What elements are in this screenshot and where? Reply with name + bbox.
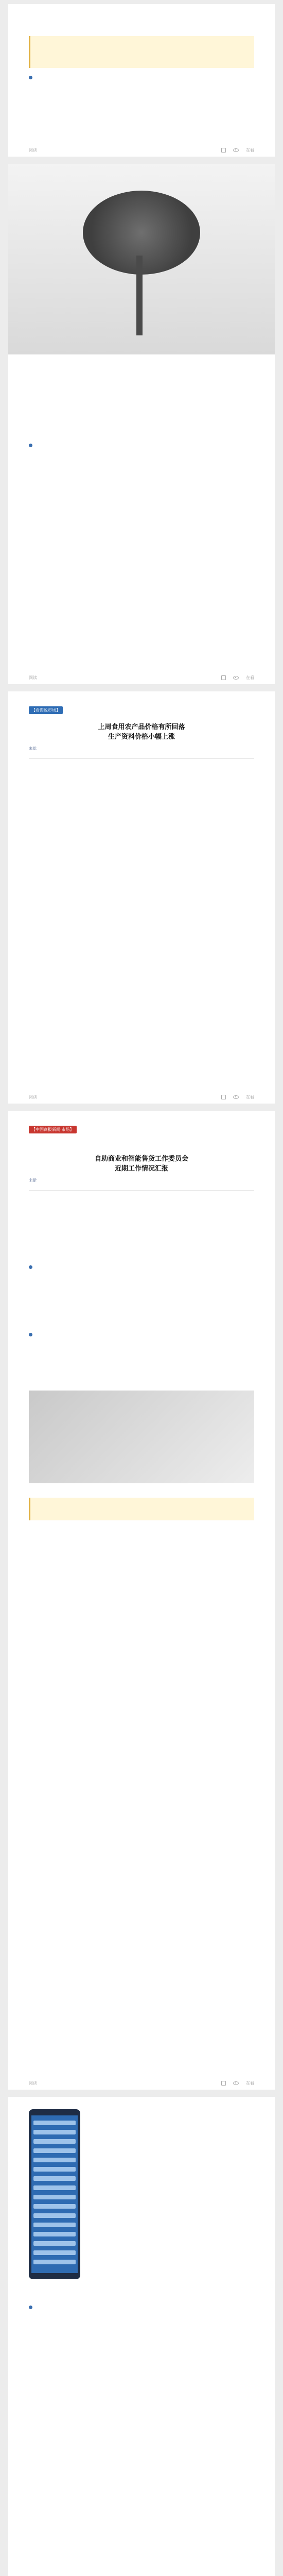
- paragraph: [29, 1572, 119, 1578]
- paragraph: [29, 1275, 254, 1281]
- article-footer: [8, 1090, 275, 1104]
- paragraph: [29, 431, 119, 437]
- paragraph: [29, 1538, 254, 1544]
- paragraph: [29, 408, 254, 414]
- paragraph: [29, 1207, 254, 1213]
- highlight-box: [29, 1498, 254, 1520]
- paragraph: [29, 1527, 254, 1533]
- article-title: 自助商业和智能售货工作委员会: [94, 1155, 188, 1163]
- paragraph: [29, 130, 254, 137]
- section-heading: [29, 2304, 254, 2311]
- paragraph: [29, 374, 254, 380]
- paragraph: [29, 889, 119, 895]
- paragraph: [29, 385, 254, 392]
- paragraph: [29, 363, 254, 369]
- article-card-2: [8, 164, 275, 684]
- paragraph: [29, 1549, 254, 1555]
- paragraph: [29, 1365, 254, 1371]
- paragraph: [29, 1353, 254, 1360]
- paragraph: [29, 544, 119, 550]
- photo: [29, 1391, 254, 1483]
- paragraph: [29, 532, 254, 538]
- paragraph: [29, 2337, 254, 2344]
- article-title: 近期工作情况汇报: [114, 1165, 168, 1173]
- divider: [29, 758, 254, 759]
- paragraph: [29, 1376, 119, 1382]
- thumb-icon[interactable]: [221, 675, 226, 680]
- article-card-5: [8, 2097, 275, 2576]
- paragraph: [29, 809, 254, 816]
- paragraph: [29, 866, 254, 872]
- bullet-icon: [29, 1333, 32, 1336]
- eye-icon[interactable]: [233, 148, 239, 152]
- paragraph: [29, 464, 254, 470]
- eye-icon[interactable]: [233, 676, 239, 680]
- paragraph: [87, 2130, 254, 2136]
- article-title: 上周食用农产品价格有所回落: [98, 723, 185, 731]
- paragraph: [29, 85, 254, 91]
- highlight-box: [29, 36, 254, 68]
- paragraph: [87, 2198, 154, 2204]
- cover-image: [8, 164, 275, 354]
- read-label: 阅读: [29, 1094, 37, 1099]
- article-footer: [8, 143, 275, 157]
- read-label: 阅读: [29, 147, 37, 152]
- highlight-line: [33, 57, 251, 63]
- paragraph: [29, 119, 254, 125]
- paragraph: [29, 877, 254, 884]
- figure-caption: [29, 1486, 254, 1493]
- article-card-4: [8, 1111, 275, 2090]
- paragraph: [29, 453, 254, 459]
- paragraph: [29, 1309, 254, 1315]
- paragraph: [29, 1218, 254, 1225]
- article-card-1: [8, 4, 275, 157]
- thumb-icon[interactable]: [221, 148, 226, 152]
- like-label[interactable]: 在看: [246, 2080, 254, 2086]
- article-footer: [8, 671, 275, 684]
- paragraph: [29, 1196, 254, 1202]
- like-label[interactable]: 在看: [246, 1094, 254, 1099]
- paragraph: [29, 397, 254, 403]
- section-heading: [29, 1264, 254, 1270]
- paragraph: [87, 2141, 254, 2147]
- highlight-line: [33, 38, 251, 44]
- paragraph: [29, 1342, 254, 1348]
- paragraph: [29, 821, 254, 827]
- paragraph: [29, 1297, 254, 1303]
- paragraph: [87, 2164, 254, 2170]
- paragraph: [29, 1230, 254, 1236]
- paragraph: [29, 498, 254, 504]
- paragraph: [87, 2175, 254, 2181]
- paragraph: [29, 521, 254, 527]
- paragraph: [29, 476, 254, 482]
- eye-icon[interactable]: [233, 1095, 239, 1099]
- bullet-icon: [29, 76, 32, 79]
- category-tag: 【中国商报新闻·市场】: [29, 1126, 77, 1133]
- article-title: 生产资料价格小幅上涨: [108, 733, 175, 741]
- bullet-icon: [29, 1265, 32, 1269]
- phone-screenshot: [29, 2109, 80, 2279]
- paragraph: [29, 2360, 254, 2366]
- like-label[interactable]: 在看: [246, 675, 254, 680]
- highlight-line: [33, 1500, 251, 1506]
- like-label[interactable]: 在看: [246, 147, 254, 152]
- paragraph: [29, 2349, 254, 2355]
- paragraph: [29, 798, 254, 804]
- read-label: 阅读: [29, 2080, 37, 2086]
- divider: [29, 1190, 254, 1191]
- paragraph: [29, 108, 119, 114]
- section-heading: [29, 74, 254, 81]
- paragraph: [29, 2383, 119, 2389]
- section-heading: [29, 442, 254, 449]
- eye-icon[interactable]: [233, 2081, 239, 2085]
- section-heading: [29, 1331, 254, 1338]
- paragraph: [29, 775, 254, 782]
- paragraph: [29, 1286, 254, 1292]
- thumb-icon[interactable]: [221, 2081, 226, 2086]
- paragraph: [29, 510, 254, 516]
- read-label: 阅读: [29, 675, 37, 680]
- paragraph: [29, 1252, 119, 1259]
- paragraph: [29, 855, 254, 861]
- article-source[interactable]: 来源：: [29, 747, 40, 751]
- highlight-line: [33, 47, 251, 54]
- paragraph: [29, 1320, 119, 1326]
- paragraph: [29, 787, 254, 793]
- article-source[interactable]: 来源：: [29, 1178, 40, 1182]
- bullet-icon: [29, 444, 32, 447]
- paragraph: [29, 419, 254, 426]
- paragraph: [29, 1241, 254, 1247]
- article-card-3: [8, 691, 275, 1104]
- paragraph: [29, 1561, 254, 1567]
- article-footer: [8, 2076, 275, 2090]
- paragraph: [29, 843, 254, 850]
- paragraph: [29, 832, 254, 838]
- paragraph: [29, 487, 254, 493]
- paragraph: [29, 2315, 254, 2321]
- paragraph: [87, 2153, 254, 2159]
- bullet-icon: [29, 2306, 32, 2309]
- tree-image: [8, 164, 275, 354]
- paragraph: [29, 2371, 254, 2378]
- paragraph: [29, 764, 254, 770]
- paragraph: [29, 13, 254, 20]
- paragraph: [29, 25, 254, 31]
- paragraph: [87, 2187, 254, 2193]
- paragraph: [29, 96, 254, 103]
- category-tag: 【看图说市场】: [29, 706, 63, 714]
- thumb-icon[interactable]: [221, 1095, 226, 1099]
- paragraph: [29, 2326, 119, 2332]
- highlight-line: [33, 1509, 251, 1515]
